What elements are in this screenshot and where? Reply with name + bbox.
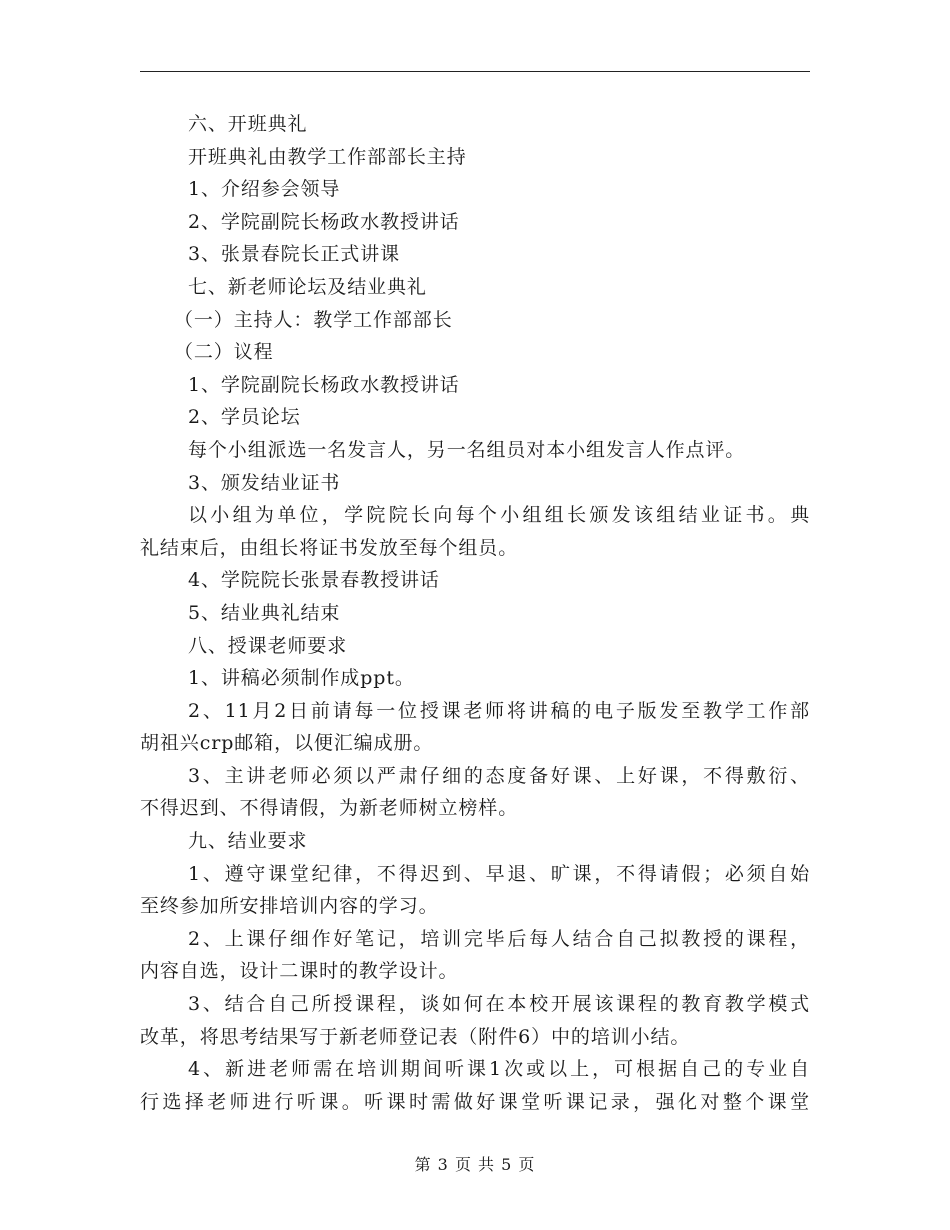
text-line: 2、上课仔细作好笔记，培训完毕后每人结合自己拟教授的课程， xyxy=(188,927,810,950)
text-line: 礼结束后，由组长将证书发放至每个组员。 xyxy=(140,536,519,559)
text-line: 3、结合自己所授课程，谈如何在本校开展该课程的教育教学模式 xyxy=(188,993,810,1016)
text-line: 3、主讲老师必须以严肃仔细的态度备好课、上好课，不得敷衍、 xyxy=(188,764,810,787)
text-line: 1、讲稿必须制作成ppt。 xyxy=(188,667,415,690)
text-line: 八、授课老师要求 xyxy=(188,634,348,657)
text-line: 九、结业要求 xyxy=(188,830,308,853)
text-line: 3、颁发结业证书 xyxy=(188,471,341,494)
text-line: （二）议程 xyxy=(174,341,274,364)
page-footer: 第 3 页 共 5 页 xyxy=(414,1155,536,1174)
text-line: 5、结业典礼结束 xyxy=(188,601,341,624)
text-line: 4、新进老师需在培训期间听课1次或以上，可根据自己的专业自 xyxy=(188,1058,810,1081)
text-line: 内容自选，设计二课时的教学设计。 xyxy=(140,960,459,983)
text-line: 1、遵守课堂纪律，不得迟到、早退、旷课，不得请假；必须自始 xyxy=(188,862,810,885)
text-line: 2、11月2日前请每一位授课老师将讲稿的电子版发至教学工作部 xyxy=(188,699,810,722)
text-line: 至终参加所安排培训内容的学习。 xyxy=(140,895,439,918)
text-line: 开班典礼由教学工作部部长主持 xyxy=(188,145,467,168)
text-line: 2、学院副院长杨政水教授讲话 xyxy=(188,210,460,233)
text-line: 六、开班典礼 xyxy=(188,113,308,135)
document-body xyxy=(140,108,810,1118)
text-line: 以小组为单位，学院院长向每个小组组长颁发该组结业证书。典 xyxy=(188,504,810,527)
text-line: 不得迟到、不得请假，为新老师树立榜样。 xyxy=(140,797,519,820)
header-rule xyxy=(140,71,810,72)
text-line: （一）主持人：教学工作部部长 xyxy=(174,308,453,331)
text-line: 七、新老师论坛及结业典礼 xyxy=(188,275,427,298)
text-line: 2、学员论坛 xyxy=(188,406,301,429)
text-line: 改革，将思考结果写于新老师登记表（附件6）中的培训小结。 xyxy=(140,1025,691,1048)
text-line: 行选择老师进行听课。听课时需做好课堂听课记录，强化对整个课堂 xyxy=(140,1090,810,1113)
text-line: 3、张景春院长正式讲课 xyxy=(188,243,400,266)
text-line: 1、介绍参会领导 xyxy=(188,178,341,201)
text-line: 胡祖兴crp邮箱，以便汇编成册。 xyxy=(140,732,434,755)
text-line: 1、学院副院长杨政水教授讲话 xyxy=(188,373,460,396)
text-line: 每个小组派选一名发言人，另一名组员对本小组发言人作点评。 xyxy=(188,438,746,461)
text-line: 4、学院院长张景春教授讲话 xyxy=(188,569,440,592)
